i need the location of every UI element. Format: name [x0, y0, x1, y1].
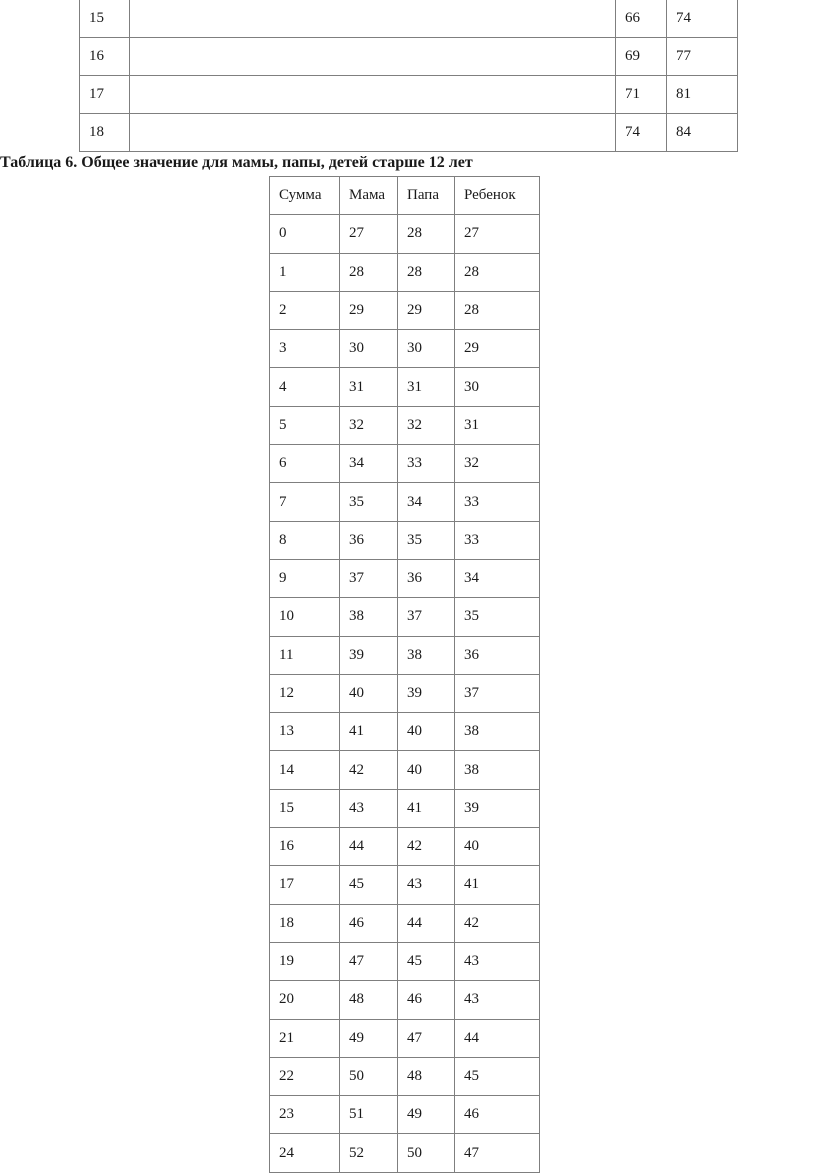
table-cell: 74: [667, 0, 738, 38]
table-cell: 33: [455, 521, 540, 559]
table-cell: 38: [398, 636, 455, 674]
table-cell: 18: [270, 904, 340, 942]
table-row: [270, 368, 540, 406]
table-cell: 37: [340, 559, 398, 597]
table-cell: 40: [455, 828, 540, 866]
table-cell: 3: [270, 330, 340, 368]
previous-table-fragment: [79, 0, 738, 152]
header-cell-dad: Папа: [398, 177, 455, 215]
table-cell: 42: [455, 904, 540, 942]
table-cell: 7: [270, 483, 340, 521]
table-cell: 30: [455, 368, 540, 406]
table-row: [270, 253, 540, 291]
table-row: [270, 674, 540, 712]
table-cell: 49: [398, 1096, 455, 1134]
table-cell: 35: [340, 483, 398, 521]
header-cell-child: Ребенок: [455, 177, 540, 215]
table-cell: 31: [398, 368, 455, 406]
table-row: [80, 114, 738, 152]
table-cell: 31: [340, 368, 398, 406]
header-cell-sum: Сумма: [270, 177, 340, 215]
table-cell: 1: [270, 253, 340, 291]
table-cell: 28: [398, 215, 455, 253]
previous-table-body: [80, 0, 738, 152]
table-cell: 15: [270, 789, 340, 827]
table-cell: 84: [667, 114, 738, 152]
table-cell: 44: [340, 828, 398, 866]
table-cell: 27: [340, 215, 398, 253]
table-cell: 40: [340, 674, 398, 712]
table-cell: 16: [270, 828, 340, 866]
table-cell: 2: [270, 291, 340, 329]
table-cell: 31: [455, 406, 540, 444]
table-cell: 51: [340, 1096, 398, 1134]
table-cell: 9: [270, 559, 340, 597]
table-cell: 30: [340, 330, 398, 368]
table-cell: 4: [270, 368, 340, 406]
table-cell: 29: [398, 291, 455, 329]
table-cell: 50: [340, 1057, 398, 1095]
table-cell: 49: [340, 1019, 398, 1057]
table-cell: 29: [455, 330, 540, 368]
table-row: [270, 904, 540, 942]
table-cell: 44: [398, 904, 455, 942]
table-cell: 36: [455, 636, 540, 674]
table-6-caption: Таблица 6. Общее значение для мамы, папы, детей старше 12 лет: [0, 154, 473, 171]
table-cell: 18: [80, 114, 130, 152]
table-cell: 38: [340, 598, 398, 636]
table-cell: 32: [398, 406, 455, 444]
table-cell: 38: [455, 751, 540, 789]
table-cell: 13: [270, 713, 340, 751]
table-cell: 46: [455, 1096, 540, 1134]
table-cell: 21: [270, 1019, 340, 1057]
table-cell: 34: [398, 483, 455, 521]
table-row: [270, 789, 540, 827]
table-cell: 66: [616, 0, 667, 38]
table-6-header: [270, 177, 540, 215]
table-cell: 52: [340, 1134, 398, 1172]
table-cell: 22: [270, 1057, 340, 1095]
table-row: [270, 942, 540, 980]
table-cell: 41: [340, 713, 398, 751]
table-row: [270, 291, 540, 329]
table-cell: 50: [398, 1134, 455, 1172]
table-cell: 30: [398, 330, 455, 368]
table-cell: 45: [340, 866, 398, 904]
table-cell: 28: [398, 253, 455, 291]
table-cell: 23: [270, 1096, 340, 1134]
table-cell: 28: [340, 253, 398, 291]
table-row: [270, 751, 540, 789]
table-cell: 46: [398, 981, 455, 1019]
table-row: [270, 1057, 540, 1095]
table-row: [270, 406, 540, 444]
table-cell: 47: [455, 1134, 540, 1172]
table-cell: 42: [340, 751, 398, 789]
table-cell: 39: [455, 789, 540, 827]
table-cell: 6: [270, 445, 340, 483]
table-row: [80, 38, 738, 76]
table-cell: 77: [667, 38, 738, 76]
table-cell: 39: [340, 636, 398, 674]
table-cell: 28: [455, 291, 540, 329]
table-cell: 74: [616, 114, 667, 152]
table-row: [270, 598, 540, 636]
table-cell: 12: [270, 674, 340, 712]
table-6: [269, 176, 540, 1173]
table-cell: 19: [270, 942, 340, 980]
table-cell: 0: [270, 215, 340, 253]
table-cell: 43: [455, 981, 540, 1019]
table-row: [270, 866, 540, 904]
header-cell-mom: Мама: [340, 177, 398, 215]
table-row: [270, 1019, 540, 1057]
table-cell: 81: [667, 76, 738, 114]
table-cell: 17: [270, 866, 340, 904]
table-cell: 35: [398, 521, 455, 559]
table-row: [270, 559, 540, 597]
table-cell: 11: [270, 636, 340, 674]
table-row: [80, 76, 738, 114]
table-cell: 10: [270, 598, 340, 636]
table-cell: 32: [340, 406, 398, 444]
table-cell: 34: [455, 559, 540, 597]
table-cell: 48: [340, 981, 398, 1019]
table-row: [270, 828, 540, 866]
table-cell: 36: [398, 559, 455, 597]
table-row: [270, 1134, 540, 1172]
table-row: [270, 981, 540, 1019]
table-cell: 47: [398, 1019, 455, 1057]
table-row: [270, 713, 540, 751]
table-cell: 27: [455, 215, 540, 253]
table-row: [270, 445, 540, 483]
table-cell: 40: [398, 713, 455, 751]
table-cell: 37: [455, 674, 540, 712]
table-cell: 8: [270, 521, 340, 559]
table-row: [270, 636, 540, 674]
table-cell: 35: [455, 598, 540, 636]
table-cell: 69: [616, 38, 667, 76]
table-cell: 45: [398, 942, 455, 980]
table-cell: 34: [340, 445, 398, 483]
table-cell: 47: [340, 942, 398, 980]
table-cell: 44: [455, 1019, 540, 1057]
table-cell: 71: [616, 76, 667, 114]
table-cell: 14: [270, 751, 340, 789]
table-cell: [130, 0, 616, 38]
table-row: [270, 483, 540, 521]
table-cell: [130, 38, 616, 76]
table-row: [270, 1096, 540, 1134]
table-cell: 37: [398, 598, 455, 636]
table-cell: [130, 114, 616, 152]
table-cell: 45: [455, 1057, 540, 1095]
table-row: [270, 330, 540, 368]
table-cell: 46: [340, 904, 398, 942]
table-cell: 33: [398, 445, 455, 483]
table-cell: 16: [80, 38, 130, 76]
table-cell: 42: [398, 828, 455, 866]
table-cell: 24: [270, 1134, 340, 1172]
table-cell: 41: [398, 789, 455, 827]
table-cell: 15: [80, 0, 130, 38]
table-cell: 33: [455, 483, 540, 521]
table-cell: 40: [398, 751, 455, 789]
table-cell: 43: [340, 789, 398, 827]
table-cell: 17: [80, 76, 130, 114]
table-cell: 5: [270, 406, 340, 444]
table-cell: 32: [455, 445, 540, 483]
table-cell: 29: [340, 291, 398, 329]
table-row: [270, 521, 540, 559]
table-cell: [130, 76, 616, 114]
table-cell: 43: [398, 866, 455, 904]
table-6-body: [270, 215, 540, 1172]
table-cell: 48: [398, 1057, 455, 1095]
table-cell: 43: [455, 942, 540, 980]
table-cell: 39: [398, 674, 455, 712]
table-cell: 41: [455, 866, 540, 904]
table-header-row: [270, 177, 540, 215]
table-row: [80, 0, 738, 38]
table-cell: 20: [270, 981, 340, 1019]
table-cell: 36: [340, 521, 398, 559]
table-cell: 38: [455, 713, 540, 751]
table-row: [270, 215, 540, 253]
table-cell: 28: [455, 253, 540, 291]
